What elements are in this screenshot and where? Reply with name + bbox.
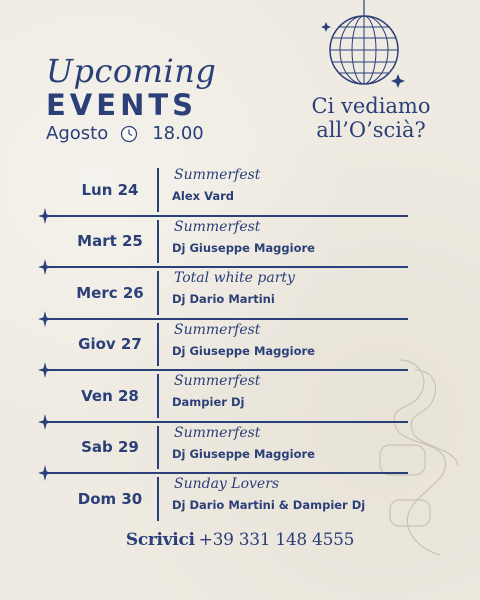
event-day: Sab 29 xyxy=(81,438,139,457)
event-day: Merc 26 xyxy=(76,283,144,302)
event-dj: Alex Vard xyxy=(172,189,234,203)
event-title: Summerfest xyxy=(174,373,261,389)
event-row xyxy=(44,267,408,319)
event-title: Sunday Lovers xyxy=(174,476,280,492)
event-row xyxy=(44,216,408,268)
event-title: Summerfest xyxy=(174,218,261,235)
event-title: Summerfest xyxy=(174,321,261,338)
event-day: Ven 28 xyxy=(81,386,139,405)
row-divider xyxy=(157,271,159,315)
event-row xyxy=(44,473,408,525)
event-row xyxy=(44,422,408,474)
tagline-line-2: all’O’scià? xyxy=(316,118,426,142)
event-title: Summerfest xyxy=(174,424,261,441)
tagline xyxy=(276,94,466,142)
event-dj: Dj Dario Martini xyxy=(172,292,275,306)
row-divider xyxy=(157,477,159,521)
event-row xyxy=(44,164,408,216)
disco-ball-icon xyxy=(318,0,410,96)
event-dj: Dj Giuseppe Maggiore xyxy=(172,343,315,358)
time-label: 18.00 xyxy=(152,123,204,144)
event-row xyxy=(44,319,408,371)
tagline-line-1: Ci vediamo xyxy=(311,94,431,118)
event-day: Dom 30 xyxy=(77,489,143,508)
event-day: Mart 25 xyxy=(77,232,143,251)
event-day: Giov 27 xyxy=(78,335,142,354)
contact-phone[interactable]: +39 331 148 4555 xyxy=(198,530,355,550)
row-divider xyxy=(157,426,159,470)
events-table xyxy=(44,164,408,525)
row-divider xyxy=(157,323,159,367)
event-title: Total white party xyxy=(174,270,295,286)
date-time-line xyxy=(46,123,204,144)
month-label: Agosto xyxy=(46,123,109,144)
row-divider xyxy=(157,168,159,212)
clock-icon xyxy=(120,125,138,143)
contact-label: Scrivici xyxy=(125,530,195,550)
event-dj: Dj Giuseppe Maggiore xyxy=(172,240,315,255)
event-dj: Dj Dario Martini & Dampier Dj xyxy=(172,498,366,512)
title-upcoming: Upcoming xyxy=(46,52,217,90)
event-dj: Dampier Dj xyxy=(172,395,245,409)
event-day: Lun 24 xyxy=(81,180,139,199)
row-divider xyxy=(157,374,159,418)
row-divider xyxy=(157,220,159,264)
event-title: Summerfest xyxy=(174,167,261,183)
event-row xyxy=(44,370,408,422)
contact-line xyxy=(0,530,480,550)
title-events: EVENTS xyxy=(46,88,198,122)
event-dj: Dj Giuseppe Maggiore xyxy=(172,446,315,461)
